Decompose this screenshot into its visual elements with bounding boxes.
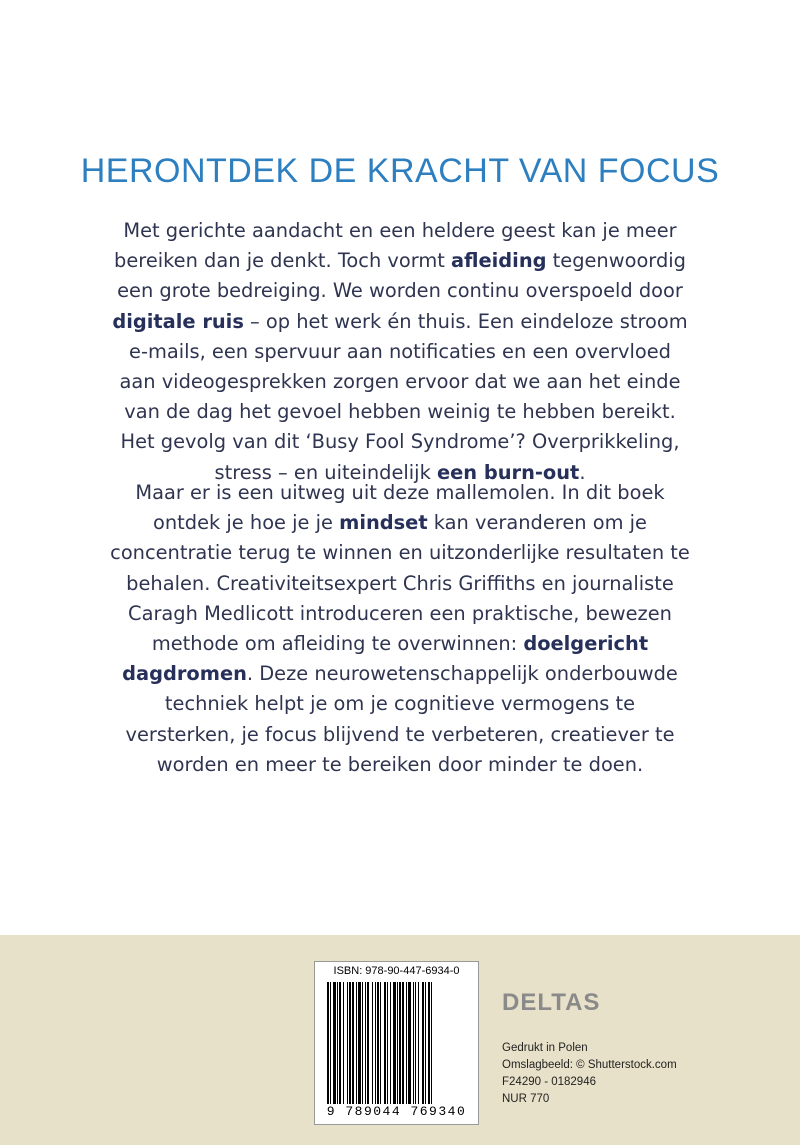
barcode-bar <box>339 982 341 1104</box>
barcode-bar <box>377 982 379 1104</box>
body-text: Met gerichte aandacht en een heldere geest kan je meer bereiken dan je denkt. Toch vormt <box>114 219 677 273</box>
barcode-bar <box>343 982 344 1104</box>
emphasis-text: digitale ruis <box>112 309 244 333</box>
barcode-bar <box>365 982 366 1104</box>
barcode-bar <box>330 982 331 1104</box>
headline: HERONTDEK DE KRACHT VAN FOCUS <box>80 152 720 190</box>
barcode-bar <box>337 982 338 1104</box>
barcode-bar <box>356 982 357 1104</box>
publisher-logo: DELTAS <box>502 989 601 1016</box>
barcode-bar <box>397 982 398 1104</box>
nur-code: NUR 770 <box>502 1093 550 1105</box>
barcode-bar <box>390 982 391 1104</box>
isbn-label: ISBN: 978-90-447-6934-0 <box>333 965 460 977</box>
barcode-bar <box>347 982 348 1104</box>
barcode-bar <box>399 982 401 1104</box>
body-text: – op het werk én thuis. Een eindeloze stroom e-mails, een spervuur aan notificaties en een overvloed aan videogesprekken zorgen ervoor dat we aan het einde van de dag het gevoel hebben weinig te hebben bereikt. Het gevolg van dit ‘Busy Fool Syndrome’? Overprikkeling, stress – en uiteindelijk <box>119 309 688 484</box>
barcode-bar <box>418 982 419 1104</box>
barcode-bar <box>413 982 414 1104</box>
barcode-bar <box>333 982 336 1104</box>
body-text: kan veranderen om je concentratie terug te winnen en uitzonderlijke resultaten te behalen. Creativiteitsexpert Chris Griffiths en journaliste Caragh Medlicott introduceren een praktische, bewezen methode om afleiding te overwinnen: <box>110 511 690 656</box>
barcode-bars <box>327 982 467 1104</box>
barcode-bar <box>327 982 329 1104</box>
emphasis-text: afleiding <box>451 249 547 273</box>
barcode-digits: 9 789044 769340 <box>326 1104 467 1119</box>
barcode-bar <box>352 982 354 1104</box>
body-text: . Deze neurowetenschappelijk onderbouwde techniek helpt je om je cognitieve vermogens te versterken, je focus blijvend te verbeteren, creatiever te worden en meer te bereiken door minder te doen. <box>125 662 678 776</box>
barcode-bar <box>402 982 404 1104</box>
barcode-bar <box>415 982 416 1104</box>
barcode-bar <box>367 982 369 1104</box>
barcode-bar <box>406 982 407 1104</box>
printed-in: Gedrukt in Polen <box>502 1042 588 1054</box>
body-text: . <box>579 460 586 484</box>
barcode-bar <box>372 982 373 1104</box>
emphasis-text: doelgericht dagdromen <box>122 632 649 686</box>
imprint-info <box>502 1040 762 1108</box>
barcode-bar <box>380 982 381 1104</box>
barcode-bar <box>362 982 363 1104</box>
barcode-bar <box>393 982 396 1104</box>
barcode-bar <box>375 982 376 1104</box>
barcode-bar <box>431 982 432 1104</box>
body-text: tegenwoordig een grote bedreiging. We worden continu overspoeld door <box>117 249 686 303</box>
barcode-bar <box>349 982 351 1104</box>
barcode-bar <box>408 982 411 1104</box>
emphasis-text: een burn-out <box>436 460 580 484</box>
barcode-block <box>314 961 479 1125</box>
barcode-bar <box>428 982 430 1104</box>
barcode-bar <box>425 982 426 1104</box>
barcode-bar <box>384 982 386 1104</box>
blurb-paragraph-1 <box>108 216 692 488</box>
barcode-bar <box>358 982 361 1104</box>
body-text: Maar er is een uitweg uit deze mallemolen. In dit boek ontdek je hoe je je <box>135 481 665 535</box>
emphasis-text: mindset <box>339 511 428 535</box>
blurb-paragraph-2 <box>108 478 692 780</box>
barcode-bar <box>387 982 388 1104</box>
product-code: F24290 - 0182946 <box>502 1076 596 1088</box>
barcode-bar <box>422 982 424 1104</box>
cover-credit: Omslagbeeld: © Shutterstock.com <box>502 1059 677 1071</box>
